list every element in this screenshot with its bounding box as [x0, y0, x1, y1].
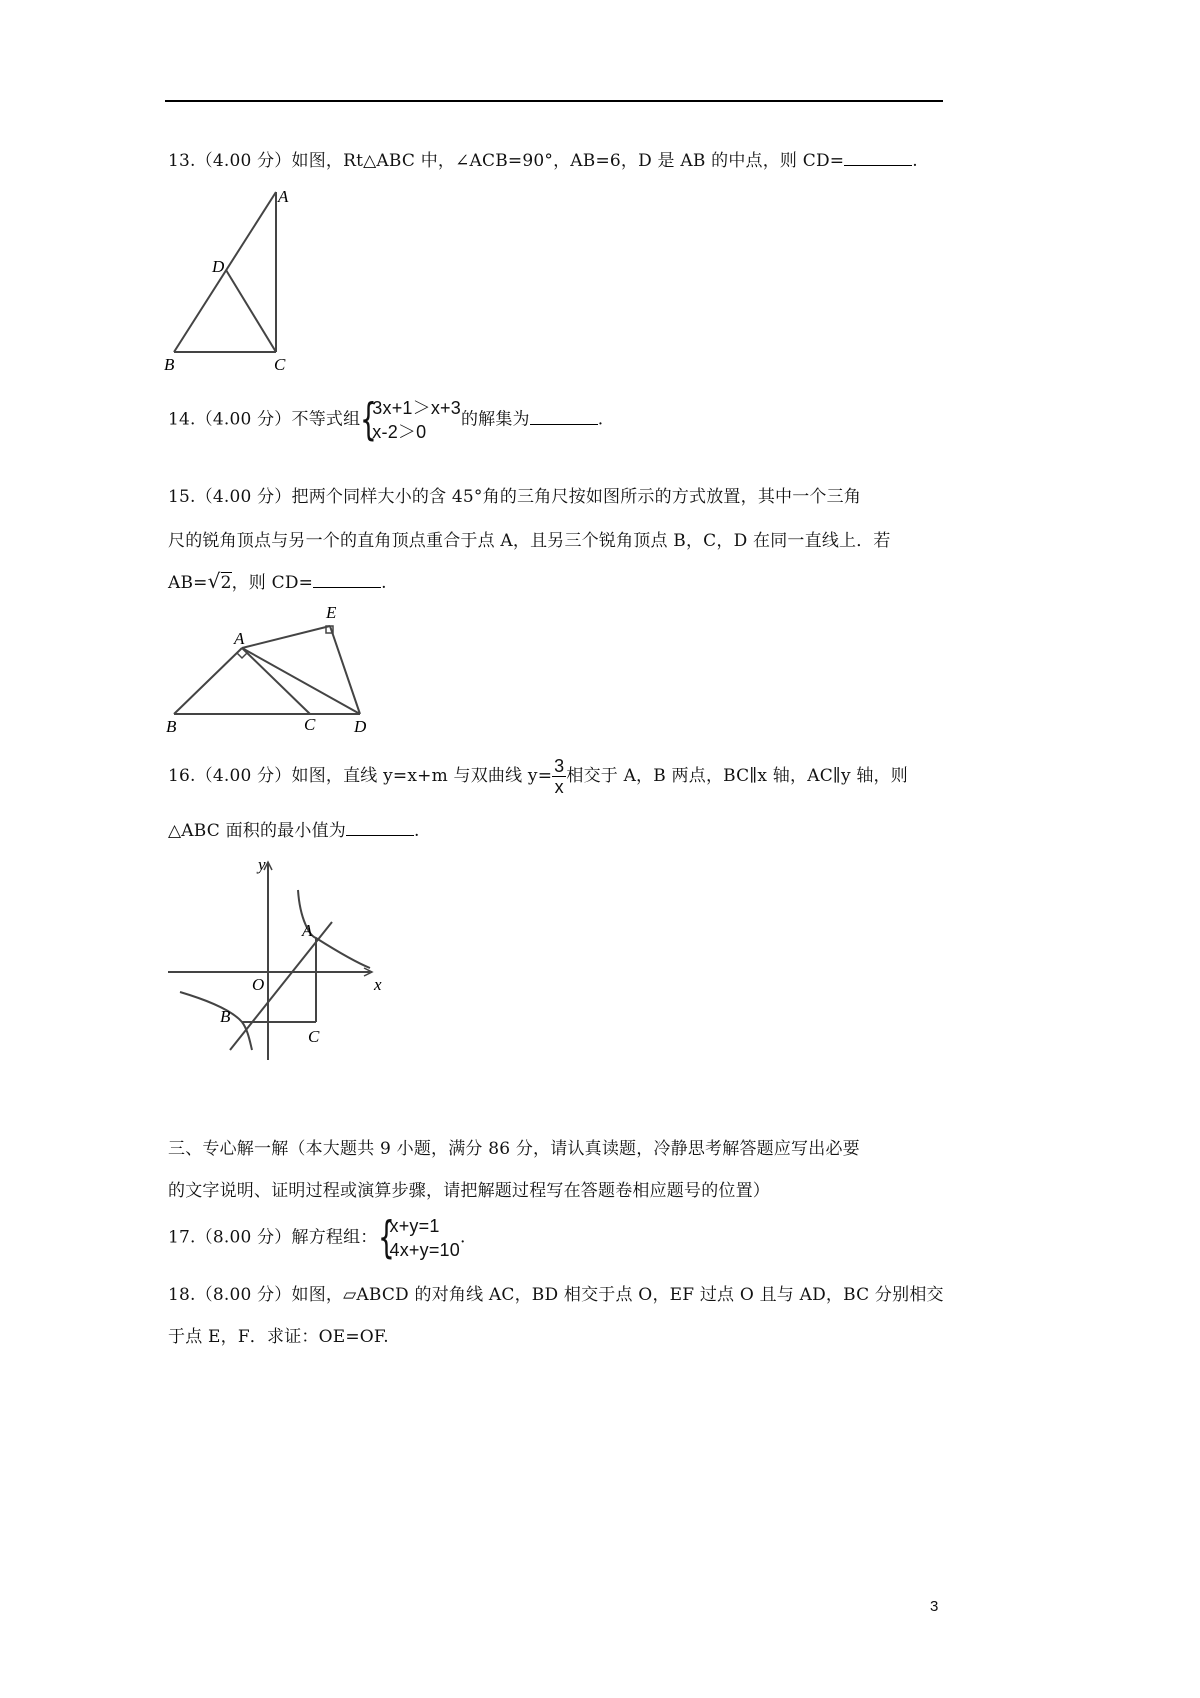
- equation-1: x+y=1: [389, 1216, 440, 1236]
- question-17-text: 17.（8.00 分）解方程组：: [168, 1227, 378, 1248]
- equation-system: { x+y=1 4x+y=10: [377, 1212, 460, 1263]
- label-a: A: [278, 187, 289, 206]
- inequality-2: x-2＞0: [372, 422, 427, 442]
- label-b: B: [220, 1007, 231, 1026]
- cd-equals: ，则 CD=: [231, 573, 314, 593]
- label-c: C: [308, 1027, 320, 1046]
- sqrt-value: 2: [220, 573, 232, 593]
- label-d: D: [354, 717, 367, 736]
- question-15-line2: 尺的锐角顶点与另一个的直角顶点重合于点 A，且另三个锐角顶点 B，C，D 在同一直线上．若: [168, 531, 891, 551]
- question-15-line3: [168, 568, 387, 593]
- fraction-3-over-x: [552, 756, 566, 797]
- question-14-text: 14.（4.00 分）不等式组: [168, 409, 361, 430]
- label-b: B: [164, 355, 175, 374]
- answer-blank: [313, 570, 381, 588]
- question-16-line2-text: △ABC 面积的最小值为: [168, 821, 346, 841]
- question-16-suffix: 相交于 A，B 两点，BC∥x 轴，AC∥y 轴，则: [566, 766, 908, 786]
- period: .: [597, 409, 604, 430]
- denominator: x: [554, 777, 564, 797]
- label-o: O: [252, 975, 265, 994]
- question-18-line2: 于点 E，F．求证：OE=OF.: [168, 1327, 389, 1347]
- ab-equals: AB=: [168, 573, 208, 593]
- inequality-system: { 3x+1＞x+3 x-2＞0: [360, 394, 461, 445]
- label-a: A: [302, 921, 313, 940]
- question-14: [168, 396, 603, 444]
- label-e: E: [326, 603, 337, 622]
- label-x: x: [374, 975, 382, 994]
- question-13: [168, 146, 918, 171]
- label-d: D: [212, 257, 225, 276]
- header-rule: [165, 100, 943, 102]
- figure-13-triangle: [160, 180, 310, 375]
- equation-2: 4x+y=10: [389, 1240, 460, 1260]
- section-3-heading-line2: 的文字说明、证明过程或演算步骤，请把解题过程写在答题卷相应题号的位置）: [168, 1181, 770, 1201]
- question-14-suffix: 的解集为: [460, 409, 530, 430]
- question-18-line1: 18.（8.00 分）如图，▱ABCD 的对角线 AC，BD 相交于点 O，EF 过点 O 且与 AD，BC 分别相交: [168, 1285, 944, 1305]
- period: .: [381, 573, 387, 593]
- period: .: [912, 151, 918, 171]
- question-13-text: 13.（4.00 分）如图，Rt△ABC 中，∠ACB=90°，AB=6，D 是 AB 的中点，则 CD=: [168, 151, 845, 171]
- sqrt-symbol: √: [207, 569, 221, 593]
- label-c: C: [274, 355, 286, 374]
- answer-blank: [844, 148, 912, 166]
- label-y: y: [258, 855, 266, 874]
- figure-16-graph: [160, 850, 400, 1065]
- period: .: [413, 821, 420, 841]
- section-3-heading-line1: 三、专心解一解（本大题共 9 小题，满分 86 分，请认真读题，冷静思考解答题应写出必要: [168, 1139, 860, 1159]
- label-b: B: [166, 717, 177, 736]
- label-a: A: [234, 629, 245, 648]
- answer-blank: [530, 407, 598, 425]
- inequality-1: 3x+1＞x+3: [372, 398, 461, 418]
- label-c: C: [304, 715, 316, 734]
- question-17: [168, 1214, 466, 1262]
- question-16-line1: [168, 756, 908, 797]
- answer-blank: [346, 818, 414, 836]
- period: .: [459, 1227, 466, 1248]
- numerator: 3: [554, 756, 565, 776]
- question-16-line2: [168, 816, 420, 841]
- question-15-line1: 15.（4.00 分）把两个同样大小的含 45°角的三角尺按如图所示的方式放置，其中一个三角: [168, 487, 862, 507]
- page-number: 3: [930, 1598, 939, 1615]
- figure-15-set-squares: [160, 600, 380, 740]
- question-16-text: 16.（4.00 分）如图，直线 y=x+m 与双曲线 y=: [168, 766, 553, 786]
